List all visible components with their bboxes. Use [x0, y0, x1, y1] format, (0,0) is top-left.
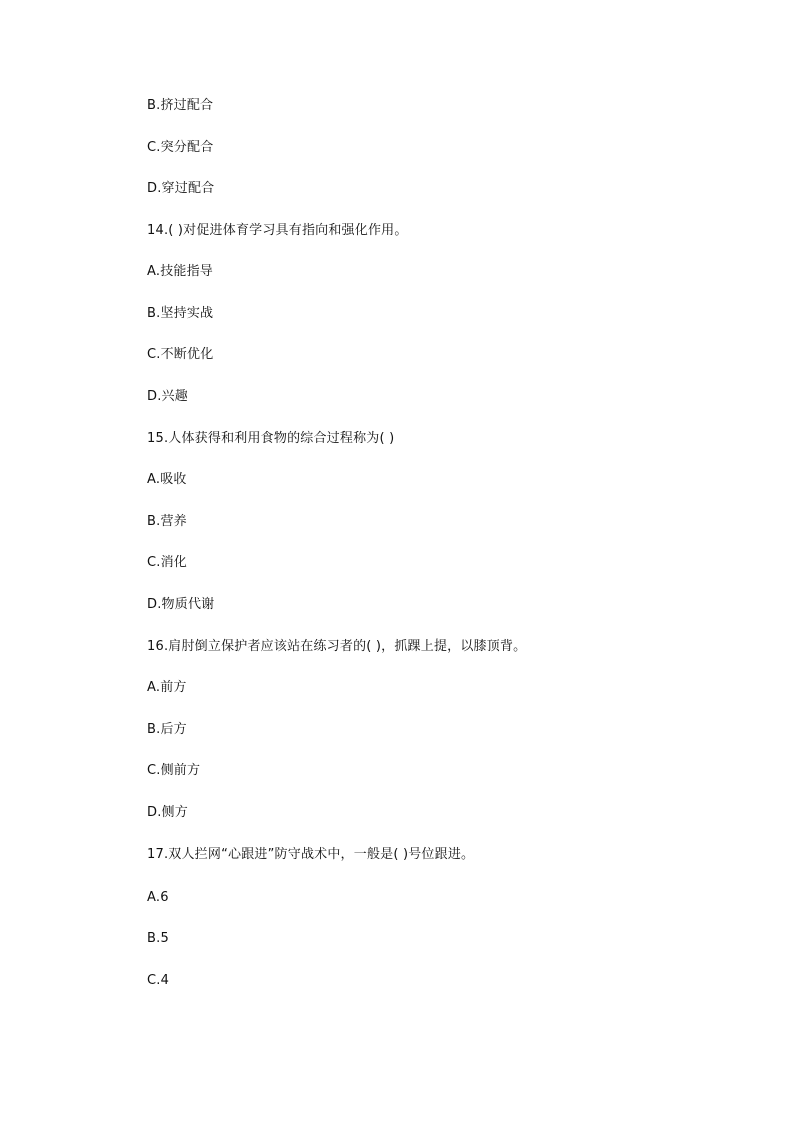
- option-b-line: B.坚持实战: [147, 306, 214, 321]
- option-c-line: C.突分配合: [147, 140, 214, 155]
- option-a-line: A.技能指导: [147, 264, 213, 279]
- question-15: 15.人体获得和利用食物的综合过程称为( ): [147, 431, 395, 446]
- option-d-line: D.侧方: [147, 805, 188, 820]
- question-17: 17.双人拦网“心跟进”防守战术中，一般是( )号位跟进。: [147, 847, 475, 862]
- option-b-line: B.5: [147, 931, 169, 946]
- option-c-line: C.不断优化: [147, 347, 214, 362]
- option-b-line: B.挤过配合: [147, 98, 214, 113]
- question-14: 14.( )对促进体育学习具有指向和强化作用。: [147, 223, 408, 238]
- option-b-line: B.营养: [147, 514, 187, 529]
- option-c-line: C.4: [147, 973, 170, 988]
- option-b-line: B.后方: [147, 722, 187, 737]
- option-c-line: C.侧前方: [147, 763, 201, 778]
- option-d-line: D.兴趣: [147, 389, 188, 404]
- option-a-line: A.吸收: [147, 472, 187, 487]
- question-16: 16.肩肘倒立保护者应该站在练习者的( )，抓踝上提，以膝顶背。: [147, 639, 527, 654]
- option-a-line: A.6: [147, 890, 169, 905]
- option-a-line: A.前方: [147, 680, 187, 695]
- option-d-line: D.穿过配合: [147, 181, 215, 196]
- option-d-line: D.物质代谢: [147, 597, 215, 612]
- option-c-line: C.消化: [147, 555, 188, 570]
